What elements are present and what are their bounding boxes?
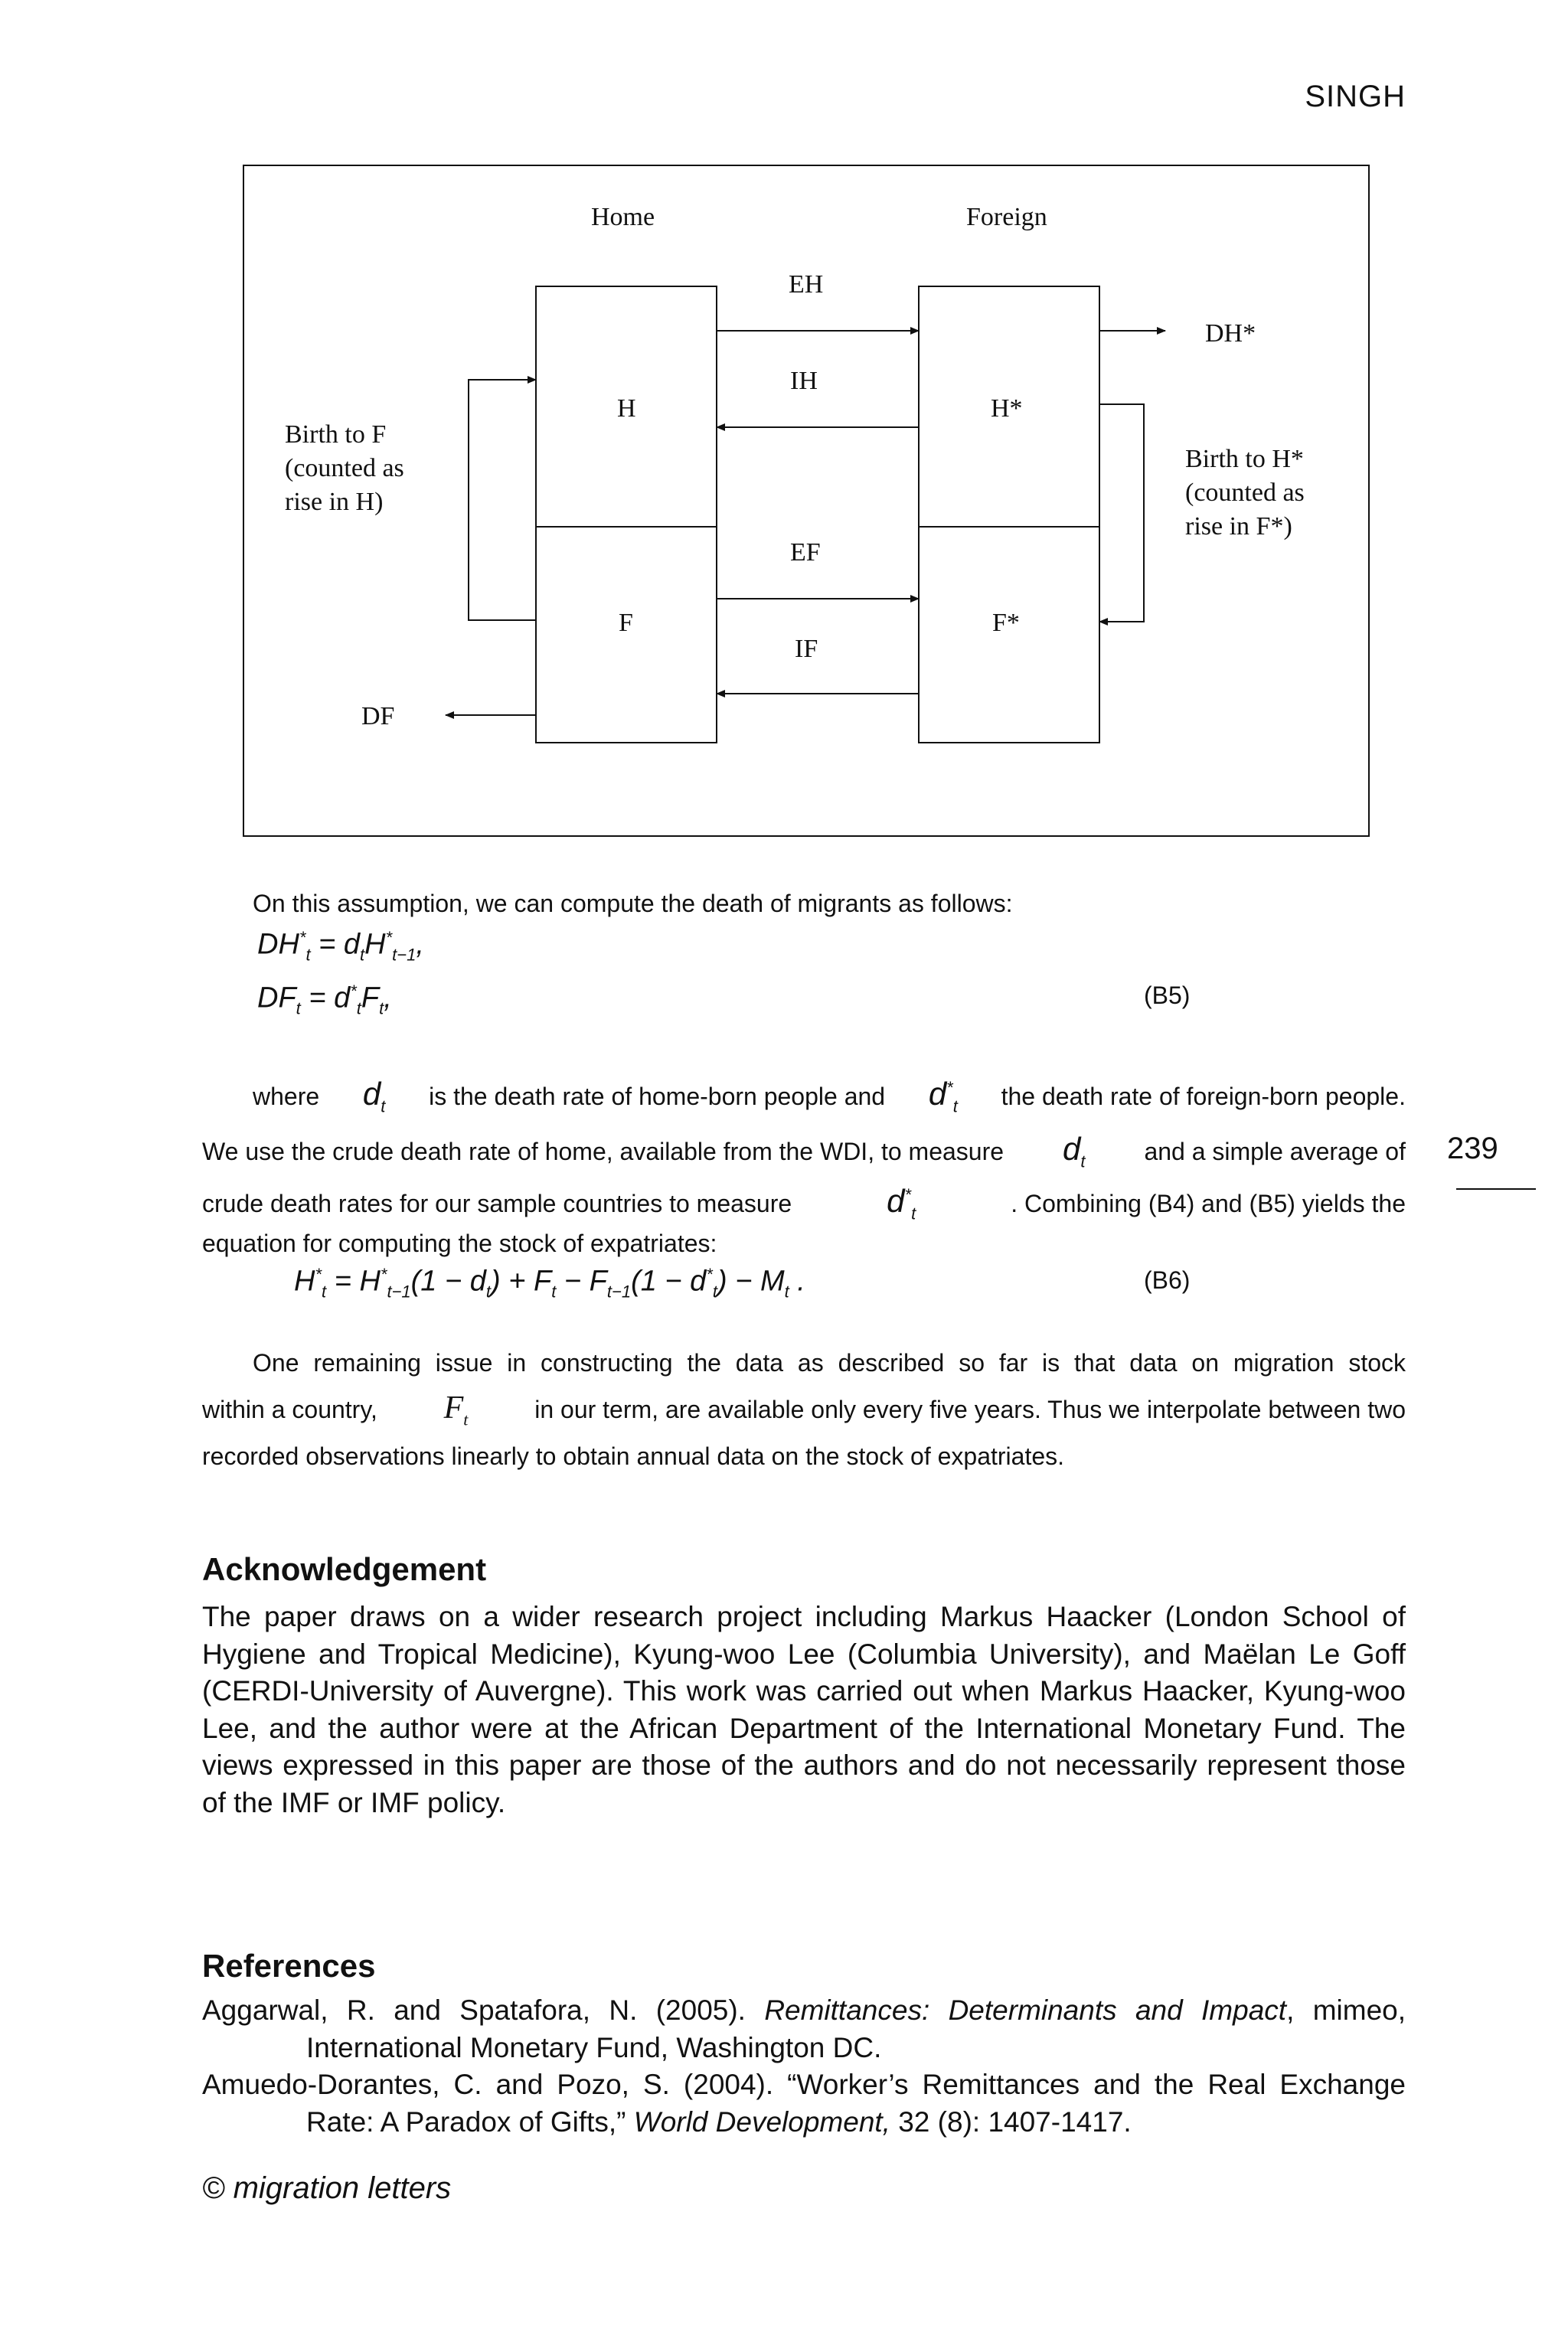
where-line-3 bbox=[202, 1185, 1406, 1222]
foreign-box bbox=[919, 286, 1099, 743]
reference-title: World Development, bbox=[633, 2105, 890, 2138]
box-label-f: F bbox=[619, 609, 633, 637]
right-note bbox=[1185, 445, 1305, 541]
column-label-foreign: Foreign bbox=[966, 203, 1047, 231]
var-dt: $d_t$ bbox=[1063, 1131, 1086, 1171]
home-box bbox=[536, 286, 717, 743]
running-head: SINGH bbox=[1305, 80, 1406, 113]
flow-label-eh: EH bbox=[789, 270, 824, 299]
reference-details: 32 (8): 1407-1417. bbox=[890, 2105, 1132, 2138]
var-dt: $d_t$ bbox=[362, 1076, 386, 1116]
equation-dh: $DH^*_t = d_tH^*_{t-1}$, bbox=[257, 928, 424, 965]
flow-label-if: IF bbox=[795, 635, 818, 663]
equation-tag-b5: (B5) bbox=[1144, 982, 1191, 1009]
right-note-line: Birth to H* bbox=[1185, 445, 1304, 473]
where-line-4: equation for computing the stock of expatriates: bbox=[202, 1230, 717, 1257]
var-ft: $F_t$ bbox=[443, 1390, 469, 1429]
equation-hstar: $H^*_t = H^*_{t-1}(1 - d_t) + F_t - F_{t-1}(1 - d^*_t) - M_t$ . bbox=[294, 1265, 805, 1302]
where-text: the death rate of foreign-born people. bbox=[1001, 1083, 1406, 1110]
footer-journal: © migration letters bbox=[202, 2171, 452, 2205]
equation-tag-b6: (B6) bbox=[1144, 1266, 1191, 1294]
remain-line-2 bbox=[202, 1392, 1406, 1428]
left-note-line: rise in H) bbox=[285, 488, 384, 516]
page-number: 239 bbox=[1447, 1132, 1498, 1165]
equation-df: $DF_t = d^*_tF_t$, bbox=[257, 982, 392, 1018]
var-dt-star: $d^*_t$ bbox=[887, 1183, 916, 1223]
flow-label-ef: EF bbox=[790, 538, 821, 567]
left-note bbox=[285, 420, 404, 516]
references-heading: References bbox=[202, 1948, 376, 1984]
migration-flow-diagram bbox=[242, 164, 1370, 838]
where-text: We use the crude death rate of home, available from the WDI, to measure bbox=[202, 1138, 1004, 1165]
var-dt-star: $d^*_t$ bbox=[928, 1076, 958, 1116]
left-note-line: (counted as bbox=[285, 454, 404, 482]
box-label-hstar: H* bbox=[991, 394, 1023, 423]
birth-loop-left bbox=[469, 380, 536, 620]
where-line-1 bbox=[253, 1078, 1406, 1115]
reference-item bbox=[202, 2066, 1406, 2141]
box-label-h: H bbox=[617, 394, 636, 423]
where-text: and a simple average of bbox=[1144, 1138, 1406, 1165]
outflow-label-dh: DH* bbox=[1205, 319, 1256, 348]
right-note-line: (counted as bbox=[1185, 479, 1305, 507]
where-line-2 bbox=[202, 1133, 1406, 1170]
where-text: is the death rate of home-born people and bbox=[429, 1083, 886, 1110]
reference-item bbox=[202, 1992, 1406, 2066]
acknowledgement-body: The paper draws on a wider research project including Markus Haacker (London School of Hygiene and Tropical Medicine), Kyung-woo Lee (Columbia University), and Maëlan Le Goff (CERDI-University of Auvergne). This work was carried out when Markus Haacker, Kyung-woo Lee, and the author were at the African Department of the International Monetary Fund. The views expressed in this paper are those of the authors and do not necessarily represent those of the IMF or IMF policy. bbox=[202, 1601, 1406, 1818]
remain-text: in our term, are available only every five years. Thus we interpolate between two bbox=[534, 1396, 1406, 1423]
reference-details: , mimeo, International Monetary Fund, Washington DC. bbox=[306, 1994, 1406, 2063]
reference-authors: Aggarwal, R. and Spatafora, N. (2005). bbox=[202, 1994, 765, 2026]
where-text: where bbox=[253, 1083, 320, 1110]
intro-sentence: On this assumption, we can compute the death of migrants as follows: bbox=[253, 890, 1013, 917]
remain-text: within a country, bbox=[202, 1396, 377, 1423]
outflow-label-df: DF bbox=[361, 702, 395, 730]
remain-line-3: recorded observations linearly to obtain annual data on the stock of expatriates. bbox=[202, 1442, 1065, 1470]
right-note-line: rise in F*) bbox=[1185, 512, 1292, 541]
flow-label-ih: IH bbox=[790, 367, 818, 395]
reference-authors: Amuedo-Dorantes, C. and Pozo, S. (2004). “Worker’s Remittances and the Real Exchange Rate: A Paradox of Gifts,” bbox=[202, 2069, 1406, 2138]
where-text: crude death rates for our sample countries to measure bbox=[202, 1190, 792, 1217]
left-note-line: Birth to F bbox=[285, 420, 387, 449]
page-number-rule bbox=[1456, 1188, 1536, 1190]
reference-list bbox=[202, 1992, 1406, 2141]
column-label-home: Home bbox=[591, 203, 655, 231]
birth-loop-right bbox=[1099, 404, 1144, 622]
reference-title: Remittances: Determinants and Impact bbox=[764, 1994, 1287, 2026]
box-label-fstar: F* bbox=[992, 609, 1020, 637]
where-text: . Combining (B4) and (B5) yields the bbox=[1011, 1190, 1406, 1217]
acknowledgement-heading: Acknowledgement bbox=[202, 1551, 487, 1587]
remain-line-1: One remaining issue in constructing the data as described so far is that data on migration stock bbox=[253, 1349, 1406, 1377]
